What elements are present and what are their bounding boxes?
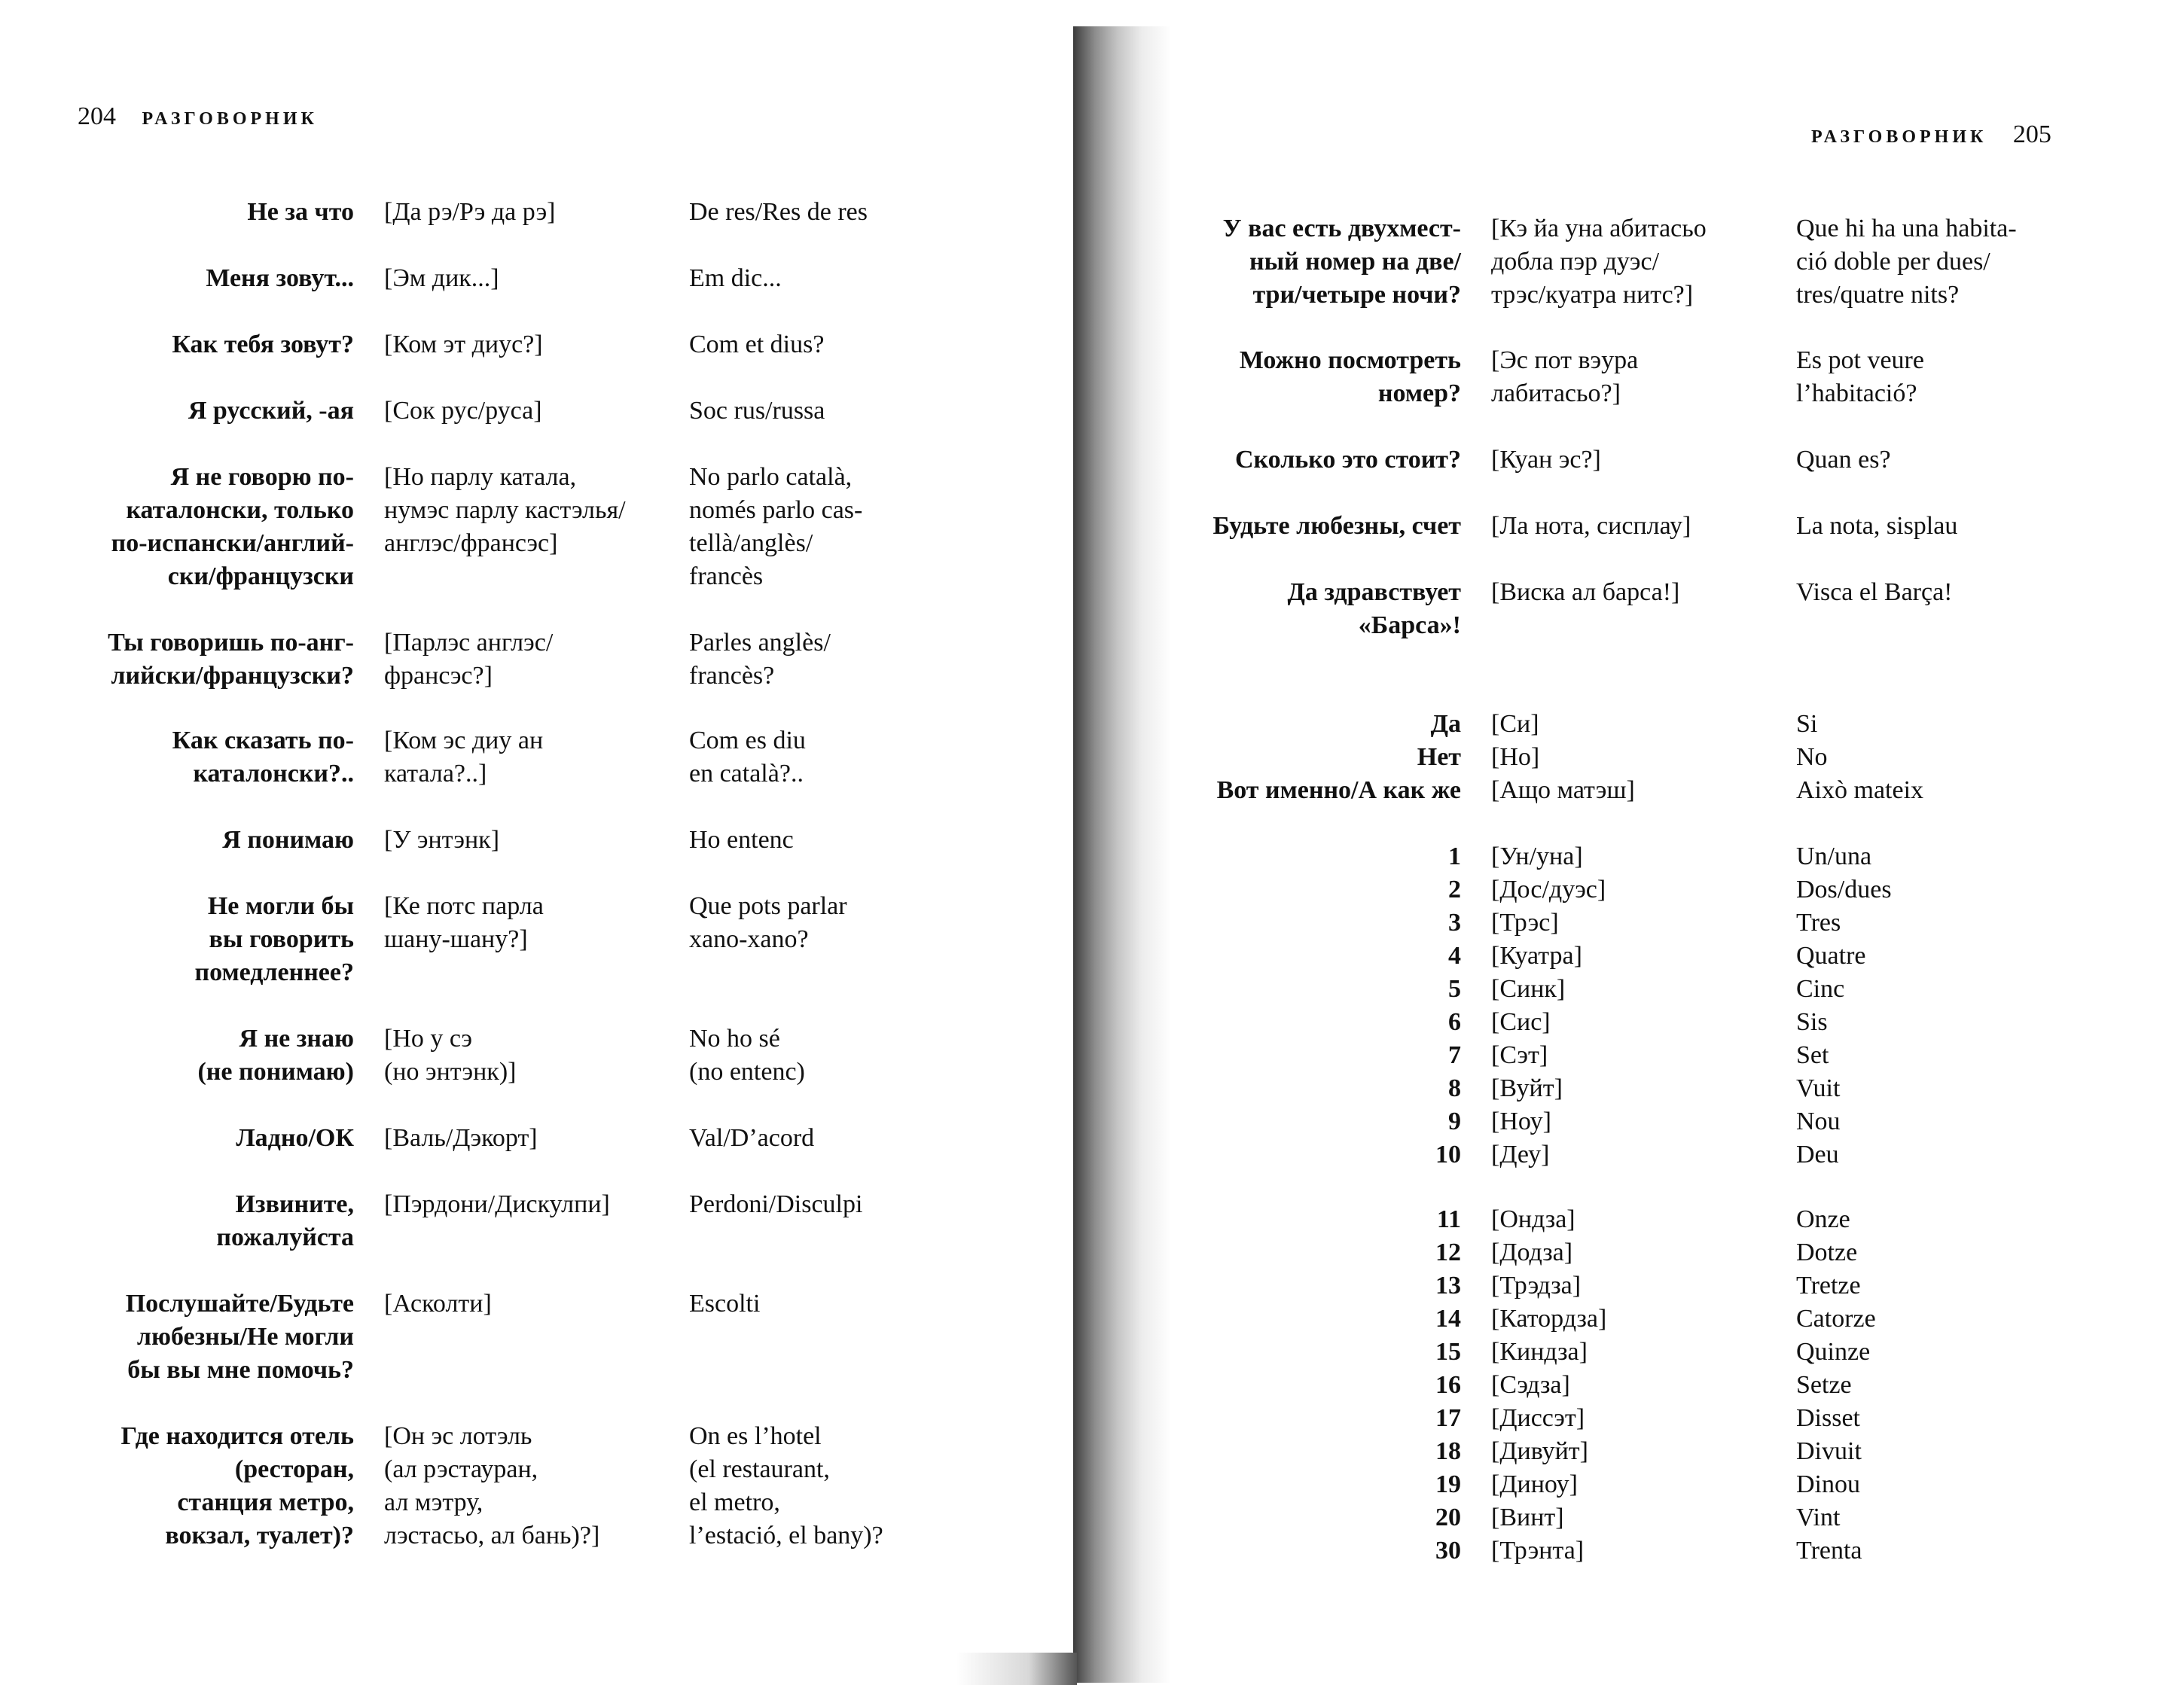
number-row (1182, 741, 2097, 774)
russian-phrase (45, 262, 354, 295)
catalan-word: Dotze (1796, 1239, 1858, 1266)
transcription-line: [Пэрдони/Дискулпи] (384, 1190, 610, 1218)
russian-phrase-line: станция метро, (177, 1488, 354, 1516)
phrase-row (45, 328, 1020, 361)
catalan-phrase-line: No parlo català, (689, 463, 853, 491)
number-row (1182, 1501, 2097, 1534)
phrase-row (45, 262, 1020, 295)
numeral: 18 (1435, 1437, 1461, 1465)
number-row (1182, 940, 2097, 973)
numeral: 10 (1435, 1141, 1461, 1169)
russian-phrase-line: Не могли бы (207, 892, 354, 920)
transcription: [Куатра] (1491, 942, 1582, 970)
transcription-line: шану-шану?] (384, 925, 528, 953)
transcription-line: [Он эс лотэль (384, 1422, 532, 1450)
russian-phrase-line: Меня зовут... (206, 264, 354, 292)
catalan-phrase-line: Parles anglès/ (689, 629, 831, 657)
right-running-head (1811, 120, 2051, 149)
catalan-word: Sis (1796, 1008, 1828, 1036)
transcription: [Винт] (1491, 1504, 1564, 1531)
transcription: [Ун/уна] (1491, 842, 1583, 870)
catalan-phrase-line: el metro, (689, 1488, 780, 1516)
number-row (1182, 1072, 2097, 1105)
russian-phrase (45, 196, 354, 229)
catalan-phrase (689, 262, 1020, 295)
catalan-phrase-line: (no entenc) (689, 1058, 805, 1086)
transcription-line: [Ке потс парла (384, 892, 544, 920)
catalan-phrase-line: l’habitació? (1796, 379, 1917, 407)
catalan-phrase-line: La nota, sisplau (1796, 512, 1958, 540)
left-page-number: 204 (78, 102, 116, 130)
transcription (384, 395, 689, 428)
number-row (1182, 1336, 2097, 1369)
phrase-row (45, 824, 1020, 857)
transcription (384, 262, 689, 295)
transcription-line: [Виска ал барса!] (1491, 578, 1680, 606)
transcription (384, 1122, 689, 1155)
transcription (1491, 510, 1796, 543)
catalan-word: Nou (1796, 1108, 1841, 1135)
catalan-phrase-line: Com es diu (689, 727, 806, 754)
transcription-line: (ал рэстауран, (384, 1455, 538, 1483)
transcription-line: [У энтэнк] (384, 826, 500, 854)
transcription (384, 824, 689, 857)
russian-phrase (45, 1287, 354, 1387)
transcription (384, 724, 689, 791)
numeral: 3 (1448, 909, 1461, 937)
number-row (1182, 1039, 2097, 1072)
numeral: 20 (1435, 1504, 1461, 1531)
russian-phrase (45, 890, 354, 989)
catalan-phrase (689, 461, 1020, 593)
transcription-line: катала?..] (384, 760, 487, 788)
numeral: 13 (1435, 1272, 1461, 1300)
number-row (1182, 1534, 2097, 1568)
transcription: [Дос/дуэс] (1491, 876, 1606, 903)
transcription-line: [Куан эс?] (1491, 446, 1601, 474)
number-row (1182, 1402, 2097, 1435)
transcription-line: [Парлэс англэс/ (384, 629, 554, 657)
phrase-row (45, 395, 1020, 428)
russian-phrase-line: Я не говорю по- (170, 463, 354, 491)
transcription: [Трэдза] (1491, 1272, 1582, 1300)
number-row (1182, 1468, 2097, 1501)
numeral: 14 (1435, 1305, 1461, 1333)
russian-phrase-line: Где находится отель (120, 1422, 354, 1450)
catalan-word: Disset (1796, 1404, 1860, 1432)
russian-phrase (1182, 576, 1461, 642)
transcription: [Сис] (1491, 1008, 1551, 1036)
russian-phrase-line: Да здравствует (1287, 578, 1461, 606)
phrase-row (1182, 344, 2097, 410)
russian-phrase (1182, 344, 1461, 410)
russian-phrase (45, 824, 354, 857)
catalan-word: Tres (1796, 909, 1841, 937)
page-fold-shadow (956, 1653, 1077, 1685)
russian-phrase-line: помедленнее? (194, 958, 354, 986)
catalan-phrase-line: Perdoni/Disculpi (689, 1190, 863, 1218)
transcription-line: франсэс?] (384, 662, 493, 690)
catalan-phrase (689, 824, 1020, 857)
catalan-word: Això mateix (1796, 776, 1924, 804)
phrase-row (45, 1188, 1020, 1254)
numeral: 8 (1448, 1074, 1461, 1102)
transcription-line: [Ком эт диус?] (384, 331, 543, 358)
russian-phrase-line: вы говорить (209, 925, 354, 953)
russian-phrase-line: бы вы мне помочь? (127, 1356, 354, 1384)
transcription: [Синк] (1491, 975, 1566, 1003)
numeral: 5 (1448, 975, 1461, 1003)
number-row (1182, 1203, 2097, 1236)
transcription (1491, 212, 1796, 312)
phrase-row (45, 724, 1020, 791)
transcription: [Но] (1491, 743, 1540, 771)
number-row (1182, 1236, 2097, 1269)
russian-phrase-line: У вас есть двухмест- (1222, 215, 1461, 242)
phrase-row (45, 1287, 1020, 1387)
transcription: [Сэт] (1491, 1041, 1548, 1069)
catalan-phrase (689, 890, 1020, 989)
transcription: [Ондза] (1491, 1205, 1575, 1233)
transcription: [Сэдза] (1491, 1371, 1570, 1399)
russian-phrase-line: (не понимаю) (197, 1058, 354, 1086)
transcription-line: [Но парлу катала, (384, 463, 577, 491)
russian-phrase-line: Послушайте/Будьте (125, 1290, 354, 1318)
transcription (384, 890, 689, 989)
catalan-word: Dos/dues (1796, 876, 1892, 903)
russian-phrase-line: номер? (1377, 379, 1461, 407)
catalan-phrase-line: Es pot veure (1796, 346, 1924, 374)
catalan-word: Trenta (1796, 1537, 1862, 1565)
numeral: 30 (1435, 1537, 1461, 1565)
phrase-row (1182, 443, 2097, 477)
right-page (1073, 0, 2184, 1685)
catalan-phrase (689, 1287, 1020, 1387)
catalan-phrase-line: només parlo cas- (689, 496, 863, 524)
catalan-phrase-line: Val/D’acord (689, 1124, 815, 1152)
catalan-phrase (1796, 212, 2097, 312)
catalan-phrase (689, 196, 1020, 229)
transcription (384, 626, 689, 693)
catalan-phrase-line: francès (689, 562, 764, 590)
right-page-number: 205 (2012, 120, 2051, 148)
russian-phrase-line: по-испански/англий- (111, 529, 354, 557)
russian-phrase (45, 626, 354, 693)
transcription-line: нумэс парлу кастэлья/ (384, 496, 626, 524)
numeral: 2 (1448, 876, 1461, 903)
transcription: [Деу] (1491, 1141, 1550, 1169)
transcription (1491, 576, 1796, 642)
number-row (1182, 1105, 2097, 1138)
book-gutter-shadow (1073, 26, 1171, 1683)
catalan-phrase-line: francès? (689, 662, 775, 690)
transcription-line: [Сок рус/руса] (384, 397, 542, 425)
russian-phrase-line: Как тебя зовут? (172, 331, 354, 358)
catalan-word: Vuit (1796, 1074, 1841, 1102)
transcription (384, 196, 689, 229)
number-row (1182, 1269, 2097, 1303)
russian-phrase-line: Извините, (235, 1190, 354, 1218)
russian-phrase (45, 1420, 354, 1552)
catalan-word: Tretze (1796, 1272, 1861, 1300)
transcription-line: [Эс пот вэура (1491, 346, 1639, 374)
transcription: [Дивуйт] (1491, 1437, 1588, 1465)
russian-phrase-line: Я русский, -ая (188, 397, 354, 425)
transcription: [Киндза] (1491, 1338, 1588, 1366)
catalan-phrase-line: (el restaurant, (689, 1455, 830, 1483)
numeral: 9 (1448, 1108, 1461, 1135)
russian-phrase-line: Будьте любезны, счет (1212, 512, 1461, 540)
catalan-phrase (689, 1188, 1020, 1254)
catalan-word: Quinze (1796, 1338, 1871, 1366)
russian-phrase-line: ски/французски (167, 562, 354, 590)
phrase-row (45, 1022, 1020, 1089)
catalan-phrase (1796, 510, 2097, 543)
numeral: 4 (1448, 942, 1461, 970)
catalan-phrase-line: l’estació, el bany)? (689, 1522, 883, 1549)
left-running-head (78, 102, 318, 131)
russian-phrase-line: Ты говоришь по-анг- (108, 629, 354, 657)
catalan-phrase (689, 395, 1020, 428)
russian-phrase (45, 1022, 354, 1089)
russian-phrase-line: Как сказать по- (172, 727, 354, 754)
transcription-line: (но энтэнк)] (384, 1058, 517, 1086)
russian-phrase-line: (ресторан, (234, 1455, 354, 1483)
transcription: [Трэс] (1491, 909, 1559, 937)
transcription: [Диссэт] (1491, 1404, 1585, 1432)
russian-word: Вот именно/А как же (1216, 776, 1461, 804)
transcription-line: ал мэтру, (384, 1488, 483, 1516)
russian-phrase-line: лийски/французски? (111, 662, 354, 690)
russian-phrase-line: Сколько это стоит? (1234, 446, 1461, 474)
russian-word: Да (1430, 710, 1461, 738)
russian-phrase-line: вокзал, туалет)? (165, 1522, 354, 1549)
numeral: 15 (1435, 1338, 1461, 1366)
russian-phrase-line: Я не знаю (239, 1025, 354, 1053)
catalan-phrase-line: No ho sé (689, 1025, 780, 1053)
transcription-line: [Но у сэ (384, 1025, 472, 1053)
transcription (384, 1420, 689, 1552)
catalan-phrase (689, 328, 1020, 361)
phrase-row (45, 1420, 1020, 1552)
numeral: 17 (1435, 1404, 1461, 1432)
catalan-word: Setze (1796, 1371, 1852, 1399)
catalan-phrase-line: en català?.. (689, 760, 804, 788)
number-row (1182, 873, 2097, 906)
catalan-phrase (1796, 576, 2097, 642)
numeral: 1 (1448, 842, 1461, 870)
catalan-phrase (689, 724, 1020, 791)
transcription-line: лабитасьо?] (1491, 379, 1621, 407)
numeral: 12 (1435, 1239, 1461, 1266)
catalan-phrase-line: tres/quatre nits? (1796, 281, 1960, 309)
catalan-phrase (689, 1122, 1020, 1155)
number-row (1182, 840, 2097, 873)
transcription: [Катордза] (1491, 1305, 1607, 1333)
transcription (384, 1022, 689, 1089)
transcription (1491, 344, 1796, 410)
russian-phrase-line: «Барса»! (1358, 611, 1461, 639)
catalan-phrase-line: Que hi ha una habita- (1796, 215, 2017, 242)
transcription (384, 1188, 689, 1254)
russian-phrase (45, 461, 354, 593)
catalan-word: No (1796, 743, 1828, 771)
number-row (1182, 1006, 2097, 1039)
transcription-line: трэс/куатра нитс?] (1491, 281, 1694, 309)
numeral: 6 (1448, 1008, 1461, 1036)
number-row (1182, 708, 2097, 741)
russian-phrase-line: Я понимаю (222, 826, 354, 854)
catalan-phrase-line: tellà/anglès/ (689, 529, 813, 557)
russian-phrase-line: Можно посмотреть (1239, 346, 1461, 374)
transcription-line: [Ком эс диу ан (384, 727, 544, 754)
phrase-row (45, 461, 1020, 593)
left-section-title: РАЗГОВОРНИК (142, 109, 318, 129)
russian-phrase-line: любезны/Не могли (136, 1323, 354, 1351)
transcription: [Вуйт] (1491, 1074, 1563, 1102)
number-row (1182, 1138, 2097, 1172)
catalan-phrase (689, 1420, 1020, 1552)
transcription (384, 328, 689, 361)
phrase-row (1182, 510, 2097, 543)
transcription-line: англэс/франсэс] (384, 529, 558, 557)
number-row (1182, 1303, 2097, 1336)
phrase-row (45, 1122, 1020, 1155)
catalan-word: Divuit (1796, 1437, 1862, 1465)
transcription: [Трэнта] (1491, 1537, 1585, 1565)
russian-phrase-line: Не за что (247, 198, 354, 226)
russian-phrase-line: каталонски?.. (193, 760, 354, 788)
transcription: [Си] (1491, 710, 1539, 738)
phrase-row (45, 196, 1020, 229)
catalan-phrase (1796, 344, 2097, 410)
catalan-word: Set (1796, 1041, 1829, 1069)
catalan-phrase-line: Visca el Barça! (1796, 578, 1953, 606)
catalan-word: Quatre (1796, 942, 1866, 970)
catalan-word: Dinou (1796, 1470, 1860, 1498)
catalan-word: Si (1796, 710, 1818, 738)
russian-phrase-line: три/четыре ночи? (1252, 281, 1461, 309)
numeral: 19 (1435, 1470, 1461, 1498)
catalan-phrase-line: Em dic... (689, 264, 782, 292)
catalan-phrase (1796, 443, 2097, 477)
catalan-word: Un/una (1796, 842, 1872, 870)
catalan-phrase-line: Ho entenc (689, 826, 794, 854)
russian-phrase-line: Ладно/ОК (236, 1124, 354, 1152)
phrase-row (45, 626, 1020, 693)
catalan-phrase-line: Escolti (689, 1290, 761, 1318)
catalan-phrase-line: ció doble per dues/ (1796, 248, 1990, 276)
catalan-phrase-line: Soc rus/russa (689, 397, 825, 425)
transcription: [Ащо матэш] (1491, 776, 1635, 804)
catalan-phrase (689, 1022, 1020, 1089)
russian-phrase (45, 1188, 354, 1254)
russian-phrase-line: ный номер на две/ (1249, 248, 1461, 276)
russian-phrase (1182, 443, 1461, 477)
transcription-line: [Кэ йа уна абитасьо (1491, 215, 1707, 242)
number-row (1182, 973, 2097, 1006)
russian-phrase (45, 1122, 354, 1155)
russian-phrase (1182, 510, 1461, 543)
transcription (384, 461, 689, 593)
left-page (0, 0, 1073, 1685)
russian-phrase (1182, 212, 1461, 312)
phrase-row (1182, 212, 2097, 312)
transcription-line: лэстасьо, ал бань)?] (384, 1522, 600, 1549)
catalan-phrase-line: Com et dius? (689, 331, 825, 358)
catalan-word: Vint (1796, 1504, 1841, 1531)
transcription-line: [Валь/Дэкорт] (384, 1124, 538, 1152)
catalan-phrase-line: Quan es? (1796, 446, 1891, 474)
number-row (1182, 774, 2097, 807)
catalan-word: Onze (1796, 1205, 1850, 1233)
phrase-row (45, 890, 1020, 989)
russian-word: Нет (1417, 743, 1461, 771)
catalan-phrase (689, 626, 1020, 693)
russian-phrase (45, 328, 354, 361)
number-row (1182, 906, 2097, 940)
transcription-line: добла пэр дуэс/ (1491, 248, 1660, 276)
catalan-phrase-line: De res/Res de res (689, 198, 868, 226)
transcription: [Ноу] (1491, 1108, 1551, 1135)
number-row (1182, 1369, 2097, 1402)
right-section-title: РАЗГОВОРНИК (1811, 127, 1987, 147)
catalan-word: Catorze (1796, 1305, 1876, 1333)
transcription: [Додза] (1491, 1239, 1573, 1266)
numeral: 16 (1435, 1371, 1461, 1399)
catalan-phrase-line: xano-xano? (689, 925, 809, 953)
russian-phrase-line: пожалуйста (216, 1223, 354, 1251)
transcription-line: [Асколти] (384, 1290, 492, 1318)
catalan-word: Deu (1796, 1141, 1839, 1169)
transcription-line: [Ла нота, сисплау] (1491, 512, 1691, 540)
transcription (1491, 443, 1796, 477)
numeral: 11 (1436, 1205, 1461, 1233)
transcription-line: [Да рэ/Рэ да рэ] (384, 198, 556, 226)
transcription-line: [Эм дик...] (384, 264, 499, 292)
russian-phrase (45, 724, 354, 791)
number-row (1182, 1435, 2097, 1468)
catalan-phrase-line: Que pots parlar (689, 892, 847, 920)
russian-phrase (45, 395, 354, 428)
catalan-word: Cinc (1796, 975, 1845, 1003)
catalan-phrase-line: On es l’hotel (689, 1422, 822, 1450)
phrase-row (1182, 576, 2097, 642)
transcription: [Диноу] (1491, 1470, 1578, 1498)
russian-phrase-line: каталонски, только (126, 496, 354, 524)
transcription (384, 1287, 689, 1387)
numeral: 7 (1448, 1041, 1461, 1069)
